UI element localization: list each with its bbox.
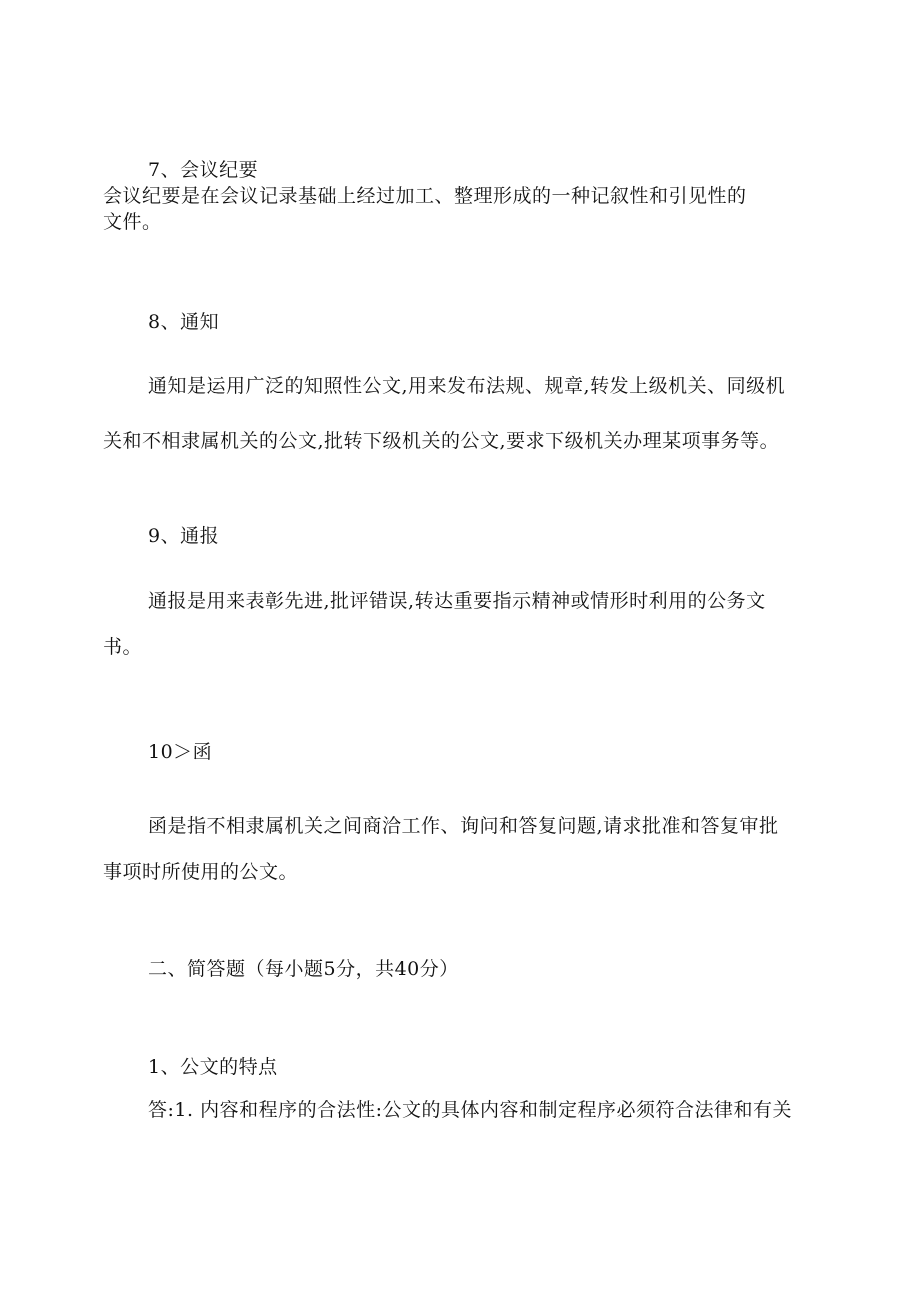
item10-heading: 10＞函 [148, 741, 213, 763]
item9-body-line1: 通报是用来表彰先进,批评错误,转达重要指示精神或情形时利用的公务文 [148, 590, 766, 612]
section2-heading: 二、简答题（每小题5分，共40分） [148, 958, 459, 980]
q1-answer-line1: 答:1. 内容和程序的合法性:公文的具体内容和制定程序必须符合法律和有关 [148, 1099, 792, 1121]
item9-heading: 9、通报 [148, 525, 220, 547]
item8-heading: 8、通知 [148, 311, 220, 333]
item7-body-line1: 会议纪要是在会议记录基础上经过加工、整理形成的一种记叙性和引见性的 [103, 185, 747, 207]
item10-body-line1: 函是指不相隶属机关之间商洽工作、询问和答复问题,请求批准和答复审批 [148, 815, 779, 837]
item8-body-line2: 关和不相隶属机关的公文,批转下级机关的公文,要求下级机关办理某项事务等。 [103, 430, 780, 452]
q1-heading: 1、公文的特点 [148, 1056, 278, 1078]
item7-heading: 7、会议纪要 [148, 159, 259, 181]
item10-body-line2: 事项时所使用的公文。 [103, 861, 299, 883]
item9-body-line2: 书。 [103, 636, 143, 658]
item8-body-line1: 通知是运用广泛的知照性公文,用来发布法规、规章,转发上级机关、同级机 [148, 375, 786, 397]
item7-body-line2: 文件。 [103, 211, 162, 233]
